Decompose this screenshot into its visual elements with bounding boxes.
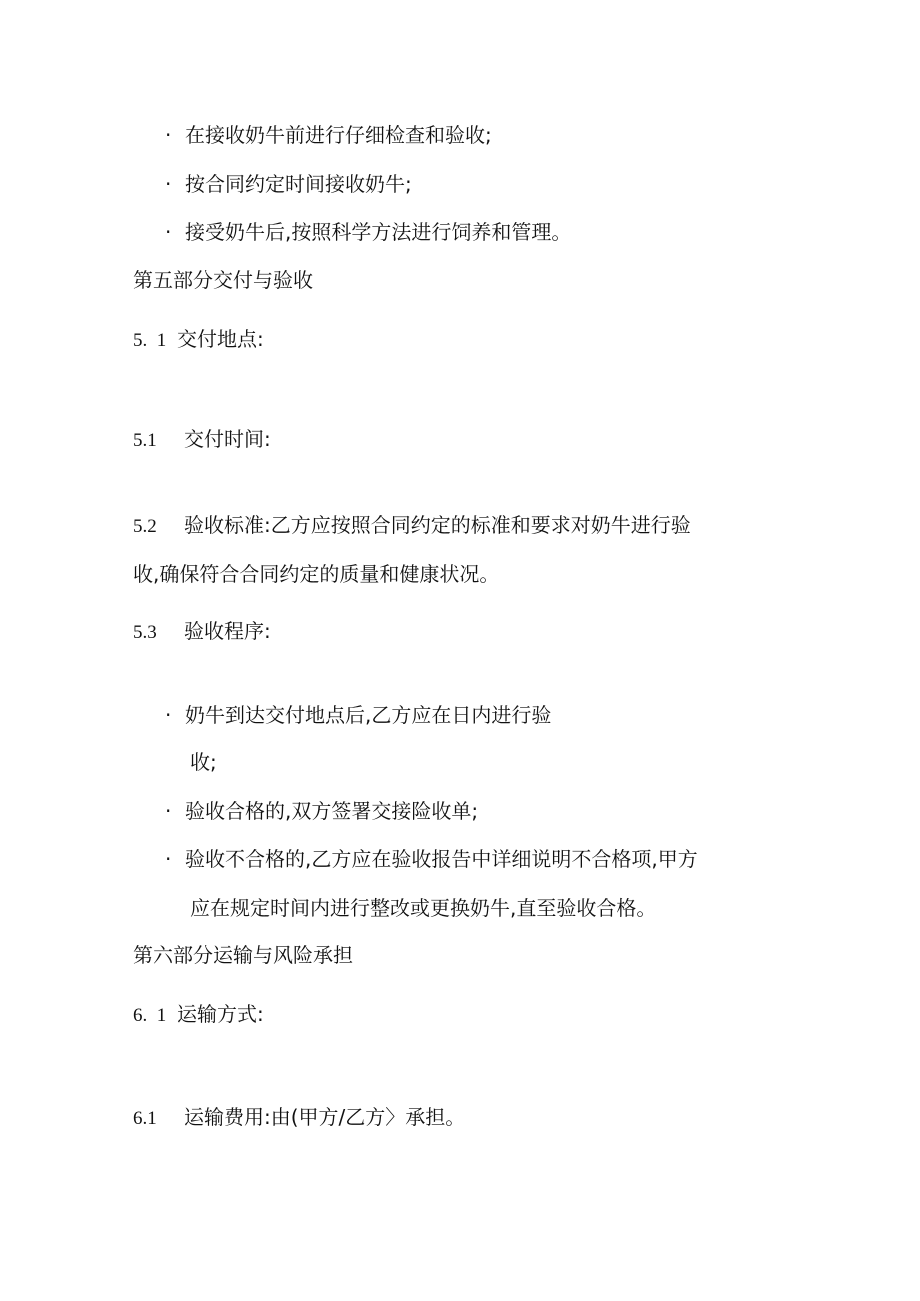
clause-text: 运输方式: [177, 1002, 264, 1026]
clause-text: 验收程序: [184, 619, 271, 643]
bullet-mark: · [165, 123, 172, 147]
bullet-item [165, 797, 478, 825]
bullet-item [165, 121, 492, 149]
clause-5-2 [133, 511, 691, 541]
clause-number: 5.2 [133, 516, 157, 537]
clause-number: 5. 1 [133, 330, 167, 351]
section-title: 第六部分运输与风险承担 [133, 943, 353, 967]
clause-text: 验收标准:乙方应按照合同约定的标准和要求对奶牛进行验 [184, 513, 691, 537]
bullet-mark: · [165, 799, 172, 823]
bullet-mark: · [165, 172, 172, 196]
clause-number: 5.1 [133, 430, 157, 451]
clause-5-2-continuation: 收,确保符合合同约定的质量和健康状况。 [133, 562, 500, 586]
bullet-mark: · [165, 220, 172, 244]
bullet-text: 奶牛到达交付地点后,乙方应在日内进行验 [185, 703, 552, 727]
bullet-item [165, 218, 571, 246]
bullet-text: 在接收奶牛前进行仔细检查和验收; [185, 123, 492, 147]
clause-5-1-time [133, 425, 271, 455]
clause-text: 运输费用:由(甲方/乙方〉承担。 [184, 1105, 466, 1129]
bullet-continuation: 应在规定时间内进行整改或更换奶牛,直至验收合格。 [190, 896, 657, 920]
bullet-mark: · [165, 847, 172, 871]
clause-text: 交付地点: [177, 327, 264, 351]
bullet-text: 接受奶牛后,按照科学方法进行饲养和管理。 [185, 220, 572, 244]
bullet-continuation: 收; [190, 750, 217, 774]
clause-6-1-cost [133, 1103, 465, 1133]
clause-number: 5.3 [133, 622, 157, 643]
clause-5-3 [133, 617, 271, 647]
bullet-item [165, 701, 551, 729]
clause-5-1-location [133, 325, 264, 355]
bullet-item [165, 170, 412, 198]
bullet-text: 按合同约定时间接收奶牛; [185, 172, 412, 196]
bullet-item [165, 845, 698, 873]
clause-text: 交付时间: [184, 427, 271, 451]
clause-6-1-method [133, 1000, 264, 1030]
clause-number: 6. 1 [133, 1005, 167, 1026]
clause-number: 6.1 [133, 1108, 157, 1129]
bullet-text: 验收不合格的,乙方应在验收报告中详细说明不合格项,甲方 [185, 847, 698, 871]
bullet-mark: · [165, 703, 172, 727]
section-title: 第五部分交付与验收 [133, 268, 313, 292]
bullet-text: 验收合格的,双方签署交接险收单; [185, 799, 479, 823]
